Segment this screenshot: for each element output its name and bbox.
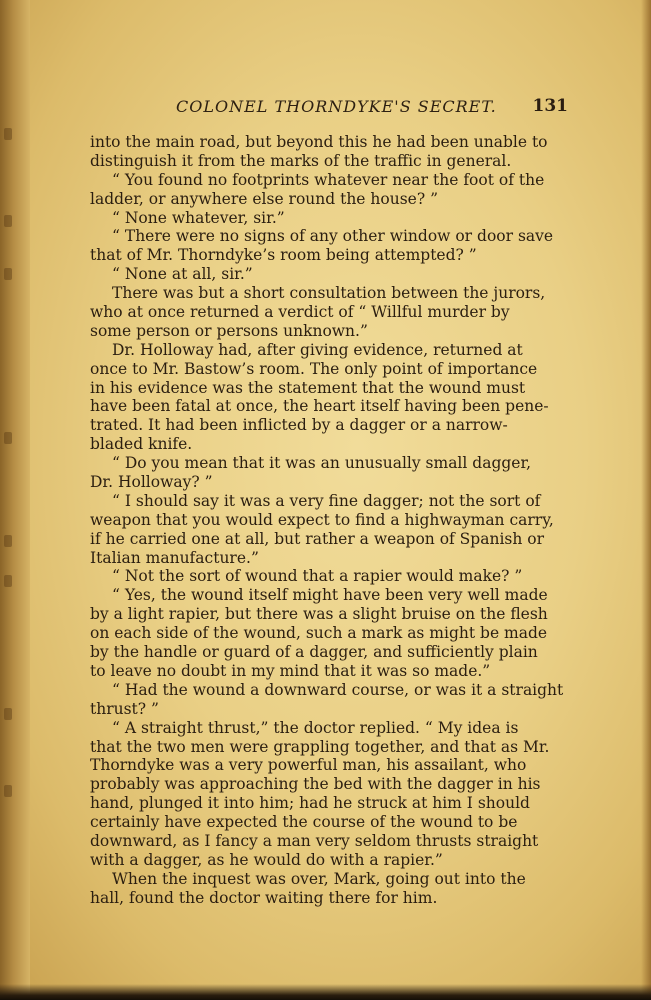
text-line: Dr. Holloway? ”	[90, 473, 213, 492]
text-line: have been fatal at once, the heart itself having been pene-	[90, 397, 549, 416]
page-right-edge	[641, 0, 651, 1000]
text-line: on each side of the wound, such a mark as might be made	[90, 624, 548, 643]
binding-stain	[4, 268, 12, 280]
text-line: There was but a short consultation between the jurors,	[112, 284, 546, 303]
text-line: “ Yes, the wound itself might have been very well made	[112, 586, 548, 605]
text-line: that of Mr. Thorndyke’s room being attempted? ”	[90, 246, 477, 265]
text-line: weapon that you would expect to find a highwayman carry,	[90, 510, 554, 529]
text-line: thrust? ”	[90, 699, 159, 718]
binding-stain	[4, 575, 12, 587]
text-line: “ None at all, sir.”	[112, 265, 253, 284]
text-line: Italian manufacture.”	[90, 548, 259, 567]
text-line: in his evidence was the statement that the wound must	[90, 378, 526, 397]
text-line: that the two men were grappling together, and that as Mr.	[90, 737, 550, 756]
text-line: some person or persons unknown.”	[90, 321, 368, 340]
binding-stain	[4, 785, 12, 797]
page-number: 131	[532, 96, 568, 116]
text-line: “ Not the sort of wound that a rapier would make? ”	[112, 567, 523, 586]
text-line: with a dagger, as he would do with a rapier.”	[90, 850, 443, 869]
binding-stain	[4, 708, 12, 720]
page-header	[90, 97, 568, 121]
text-line: Dr. Holloway had, after giving evidence, returned at	[112, 340, 523, 359]
binding-stain	[4, 128, 12, 140]
text-line: “ Had the wound a downward course, or was it a straight	[112, 680, 564, 699]
binding-stain	[4, 432, 12, 444]
text-line: by the handle or guard of a dagger, and sufficiently plain	[90, 643, 538, 662]
text-line: hand, plunged it into him; had he struck at him I should	[90, 794, 530, 813]
text-line: “ None whatever, sir.”	[112, 208, 285, 227]
body-text	[90, 133, 568, 908]
binding-stain	[4, 535, 12, 547]
page-binding-edge	[0, 0, 30, 1000]
text-line: downward, as I fancy a man very seldom thrusts straight	[90, 831, 539, 850]
text-line: “ Do you mean that it was an unusually small dagger,	[112, 454, 532, 473]
text-line: distinguish it from the marks of the traffic in general.	[90, 151, 512, 170]
text-line: “ A straight thrust,” the doctor replied. “ My idea is	[112, 718, 519, 737]
text-line: “ There were no signs of any other window or door save	[112, 227, 554, 246]
text-line: When the inquest was over, Mark, going out into the	[112, 869, 526, 888]
text-line: ladder, or anywhere else round the house? ”	[90, 189, 438, 208]
text-line: “ I should say it was a very fine dagger; not the sort of	[112, 491, 541, 510]
text-line: certainly have expected the course of the wound to be	[90, 813, 518, 832]
text-line: “ You found no footprints whatever near the foot of the	[112, 170, 545, 189]
text-line: bladed knife.	[90, 435, 193, 454]
page-bottom-edge	[0, 984, 651, 1000]
text-line: hall, found the doctor waiting there for him.	[90, 888, 438, 907]
binding-stain	[4, 215, 12, 227]
text-line: probably was approaching the bed with the dagger in his	[90, 775, 541, 794]
text-line: to leave no doubt in my mind that it was so made.”	[90, 661, 491, 680]
text-line: once to Mr. Bastow’s room. The only point of importance	[90, 359, 538, 378]
running-title: COLONEL THORNDYKE'S SECRET.	[176, 97, 497, 116]
text-line: Thorndyke was a very powerful man, his assailant, who	[90, 756, 527, 775]
text-line: trated. It had been inflicted by a dagger or a narrow-	[90, 416, 508, 435]
text-line: if he carried one at all, but rather a weapon of Spanish or	[90, 529, 545, 548]
text-line: who at once returned a verdict of “ Willful murder by	[90, 303, 510, 322]
text-line: into the main road, but beyond this he had been unable to	[90, 133, 548, 151]
text-line: by a light rapier, but there was a slight bruise on the flesh	[90, 605, 548, 624]
